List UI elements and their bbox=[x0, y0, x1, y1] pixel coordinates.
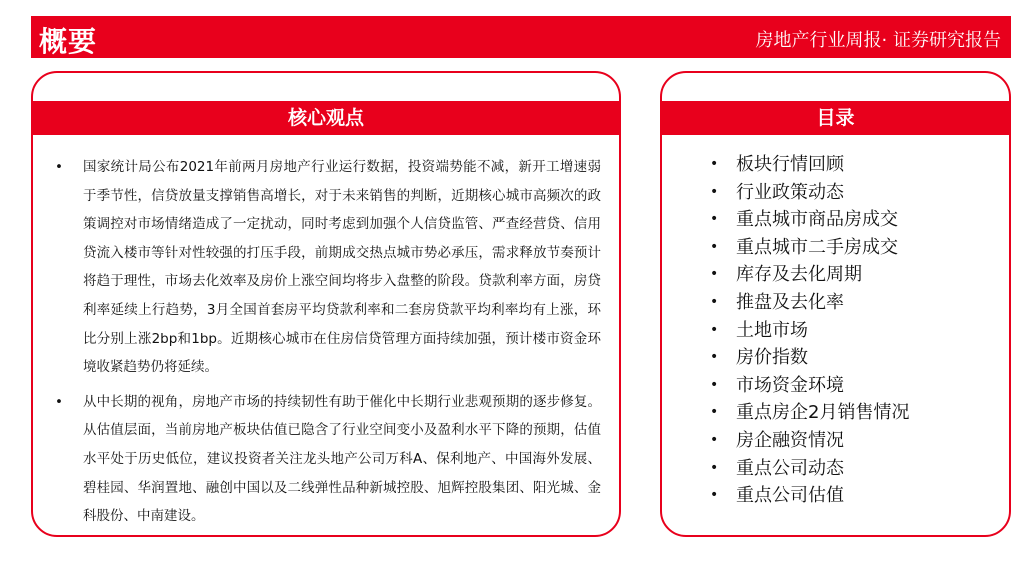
bullet-icon: • bbox=[710, 238, 719, 255]
toc-item[interactable] bbox=[710, 179, 909, 207]
toc-item-label: 推盘及去化率 bbox=[736, 291, 844, 313]
toc-item-label: 房价指数 bbox=[736, 347, 808, 369]
bullet-icon: • bbox=[55, 393, 63, 410]
core-point-item bbox=[55, 388, 601, 531]
bullet-icon: • bbox=[710, 321, 719, 338]
core-point-text: 国家统计局公布2021年前两月房地产行业运行数据，投资端势能不减，新开工增速弱于季节性，信贷放量支撑销售高增长，对于未来销售的判断，近期核心城市高频次的政策调控对市场情绪造成了一定扰动，同时考虑到加强个人信贷监管、严查经营贷、信用贷流入楼市等针对性较强的打压手段，前期成交热点城市势必承压，需求释放节奏预计将趋于理性，市场去化效率及房价上涨空间均将步入盘整的阶段。贷款利率方面，房贷利率延续上行趋势，3月全国首套房平均贷款利率和二套房贷款平均利率均有上涨，环比分别上涨2bp和1bp。近期核心城市在住房信贷管理方面持续加强，预计楼市资金环境收紧趋势仍将延续。 bbox=[83, 159, 601, 376]
bullet-icon: • bbox=[710, 459, 719, 476]
toc-item-label: 土地市场 bbox=[736, 319, 808, 341]
toc-item[interactable] bbox=[710, 261, 909, 289]
toc-item-label: 重点公司估值 bbox=[736, 485, 844, 507]
toc-item-label: 库存及去化周期 bbox=[736, 264, 862, 286]
toc-item-label: 重点公司动态 bbox=[736, 457, 844, 479]
toc-panel bbox=[660, 71, 1011, 537]
toc-item[interactable] bbox=[710, 151, 909, 179]
report-subtitle: 房地产行业周报· 证券研究报告 bbox=[755, 30, 1001, 51]
toc-item-label: 板块行情回顾 bbox=[736, 154, 844, 175]
toc-item-label: 重点城市二手房成交 bbox=[736, 236, 898, 258]
bullet-icon: • bbox=[710, 349, 719, 366]
bullet-icon: • bbox=[710, 183, 719, 200]
core-point-text: 从中长期的视角，房地产市场的持续韧性有助于催化中长期行业悲观预期的逐步修复。从估值层面，当前房地产板块估值已隐含了行业空间变小及盈利水平下降的预期，估值水平处于历史低位，建议投资者关注龙头地产公司万科A、保利地产、中国海外发展、碧桂园、华润置地、融创中国以及二线弹性品种新城控股、旭辉控股集团、阳光城、金科股份、中南建设。 bbox=[83, 393, 601, 525]
core-view-heading: 核心观点 bbox=[33, 101, 619, 135]
toc-item[interactable] bbox=[710, 344, 909, 372]
toc-item-label: 重点房企2月销售情况 bbox=[736, 402, 910, 424]
toc-item-label: 重点城市商品房成交 bbox=[736, 209, 898, 231]
bullet-icon: • bbox=[710, 211, 719, 228]
bullet-icon: • bbox=[710, 404, 719, 421]
core-view-panel bbox=[31, 71, 621, 537]
header-bar bbox=[31, 16, 1011, 58]
toc-item[interactable] bbox=[710, 234, 909, 262]
bullet-icon: • bbox=[710, 431, 719, 448]
toc-item[interactable] bbox=[710, 289, 909, 317]
bullet-icon: • bbox=[55, 159, 63, 175]
toc-item-label: 行业政策动态 bbox=[736, 181, 844, 203]
toc-item[interactable] bbox=[710, 399, 909, 427]
toc-item[interactable] bbox=[710, 482, 909, 510]
core-points-list bbox=[55, 153, 601, 537]
toc-item[interactable] bbox=[710, 455, 909, 483]
bullet-icon: • bbox=[710, 156, 719, 172]
bullet-icon: • bbox=[710, 376, 719, 393]
toc-item-label: 房企融资情况 bbox=[736, 429, 844, 451]
core-point-item bbox=[55, 153, 601, 382]
bullet-icon: • bbox=[710, 293, 719, 310]
bullet-icon: • bbox=[710, 266, 719, 283]
toc-list bbox=[710, 151, 909, 510]
toc-item[interactable] bbox=[710, 206, 909, 234]
toc-item[interactable] bbox=[710, 427, 909, 455]
toc-item[interactable] bbox=[710, 372, 909, 400]
toc-item[interactable] bbox=[710, 317, 909, 345]
bullet-icon: • bbox=[710, 487, 719, 504]
toc-item-label: 市场资金环境 bbox=[736, 374, 844, 396]
page-title: 概要 bbox=[39, 25, 98, 58]
toc-heading: 目录 bbox=[662, 101, 1009, 135]
